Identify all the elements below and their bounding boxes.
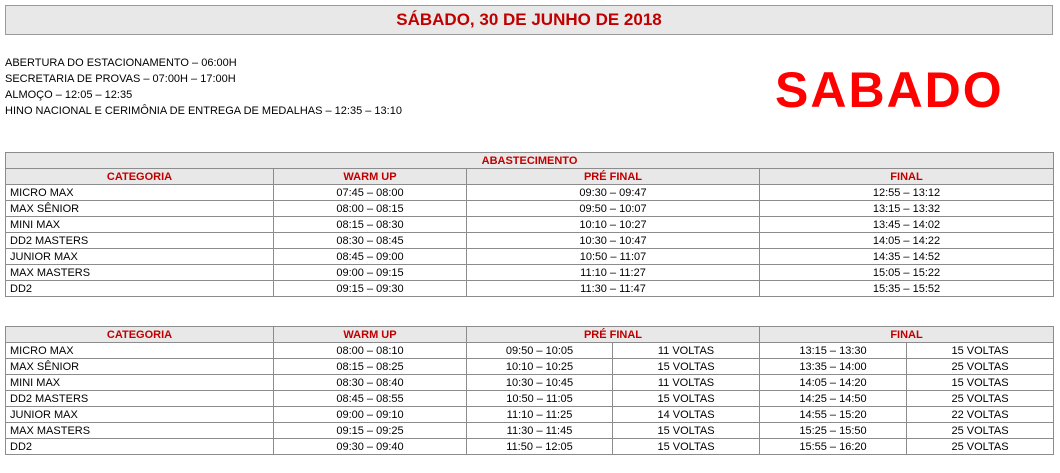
table-cell: 15 VOLTAS	[613, 439, 760, 455]
race-table	[5, 326, 1054, 455]
table-row	[6, 281, 1054, 297]
refuel-table	[5, 152, 1054, 297]
category-cell: MAX MASTERS	[6, 265, 274, 281]
category-cell: MAX SÊNIOR	[6, 359, 274, 375]
column-header: CATEGORIA	[6, 169, 274, 185]
table-row	[6, 359, 1054, 375]
category-cell: MAX MASTERS	[6, 423, 274, 439]
category-cell: DD2	[6, 281, 274, 297]
table-cell: 25 VOLTAS	[907, 359, 1054, 375]
table-cell: 15:05 – 15:22	[760, 265, 1054, 281]
table-cell: 11 VOLTAS	[613, 343, 760, 359]
table-cell: 09:30 – 09:47	[467, 185, 760, 201]
table-cell: 10:50 – 11:07	[467, 249, 760, 265]
column-header: FINAL	[760, 169, 1054, 185]
table-cell: 10:50 – 11:05	[467, 391, 613, 407]
category-cell: MICRO MAX	[6, 185, 274, 201]
table-cell: 14:25 – 14:50	[760, 391, 907, 407]
category-cell: JUNIOR MAX	[6, 249, 274, 265]
category-cell: JUNIOR MAX	[6, 407, 274, 423]
table-cell: 11:10 – 11:27	[467, 265, 760, 281]
table-row	[6, 439, 1054, 455]
category-cell: DD2	[6, 439, 274, 455]
table-cell: 09:50 – 10:07	[467, 201, 760, 217]
table-cell: 10:30 – 10:47	[467, 233, 760, 249]
column-header: FINAL	[760, 327, 1054, 343]
table-cell: 10:30 – 10:45	[467, 375, 613, 391]
table-cell: 08:30 – 08:40	[274, 375, 467, 391]
table-cell: 13:15 – 13:32	[760, 201, 1054, 217]
table-cell: 22 VOLTAS	[907, 407, 1054, 423]
table-cell: 09:15 – 09:25	[274, 423, 467, 439]
info-line: ALMOÇO – 12:05 – 12:35	[5, 89, 133, 101]
table-cell: 13:45 – 14:02	[760, 217, 1054, 233]
info-line: SECRETARIA DE PROVAS – 07:00H – 17:00H	[5, 73, 236, 85]
table-cell: 08:45 – 08:55	[274, 391, 467, 407]
table-cell: 14:05 – 14:20	[760, 375, 907, 391]
column-header: PRÉ FINAL	[467, 169, 760, 185]
table-cell: 08:15 – 08:25	[274, 359, 467, 375]
category-cell: DD2 MASTERS	[6, 391, 274, 407]
category-cell: MICRO MAX	[6, 343, 274, 359]
table-cell: 15:35 – 15:52	[760, 281, 1054, 297]
table-title: ABASTECIMENTO	[6, 153, 1054, 169]
table-cell: 15 VOLTAS	[613, 359, 760, 375]
category-cell: MINI MAX	[6, 375, 274, 391]
table-cell: 14:55 – 15:20	[760, 407, 907, 423]
race-table-body	[6, 343, 1054, 455]
table-cell: 08:15 – 08:30	[274, 217, 467, 233]
table-cell: 12:55 – 13:12	[760, 185, 1054, 201]
table-cell: 08:00 – 08:10	[274, 343, 467, 359]
table-cell: 13:15 – 13:30	[760, 343, 907, 359]
table-cell: 15 VOLTAS	[613, 391, 760, 407]
table-cell: 08:30 – 08:45	[274, 233, 467, 249]
info-line: HINO NACIONAL E CERIMÔNIA DE ENTREGA DE MEDALHAS – 12:35 – 13:10	[5, 105, 402, 117]
table-row	[6, 375, 1054, 391]
column-header: WARM UP	[274, 327, 467, 343]
table-row	[6, 201, 1054, 217]
day-label: SABADO	[775, 62, 1004, 118]
table-row	[6, 185, 1054, 201]
column-header: CATEGORIA	[6, 327, 274, 343]
table-cell: 15:25 – 15:50	[760, 423, 907, 439]
table-row	[6, 423, 1054, 439]
category-cell: MAX SÊNIOR	[6, 201, 274, 217]
table-cell: 07:45 – 08:00	[274, 185, 467, 201]
table-cell: 14:35 – 14:52	[760, 249, 1054, 265]
table-cell: 09:50 – 10:05	[467, 343, 613, 359]
table-cell: 11:30 – 11:45	[467, 423, 613, 439]
page-title: SÁBADO, 30 DE JUNHO DE 2018	[5, 5, 1053, 35]
table-cell: 15 VOLTAS	[907, 343, 1054, 359]
table-cell: 11:30 – 11:47	[467, 281, 760, 297]
table-cell: 09:30 – 09:40	[274, 439, 467, 455]
table-row	[6, 249, 1054, 265]
table-cell: 15 VOLTAS	[907, 375, 1054, 391]
category-cell: MINI MAX	[6, 217, 274, 233]
table-row	[6, 265, 1054, 281]
category-cell: DD2 MASTERS	[6, 233, 274, 249]
table-cell: 11:50 – 12:05	[467, 439, 613, 455]
table-cell: 09:15 – 09:30	[274, 281, 467, 297]
table-cell: 14 VOLTAS	[613, 407, 760, 423]
table-row	[6, 217, 1054, 233]
column-header: WARM UP	[274, 169, 467, 185]
info-line: ABERTURA DO ESTACIONAMENTO – 06:00H	[5, 57, 237, 69]
table-row	[6, 407, 1054, 423]
table-cell: 15 VOLTAS	[613, 423, 760, 439]
schedule-info	[5, 55, 402, 119]
table-cell: 10:10 – 10:25	[467, 359, 613, 375]
table-row	[6, 343, 1054, 359]
table-row	[6, 233, 1054, 249]
column-header: PRÉ FINAL	[467, 327, 760, 343]
table-cell: 25 VOLTAS	[907, 439, 1054, 455]
table-cell: 14:05 – 14:22	[760, 233, 1054, 249]
table-cell: 25 VOLTAS	[907, 391, 1054, 407]
table-cell: 11:10 – 11:25	[467, 407, 613, 423]
table-cell: 09:00 – 09:15	[274, 265, 467, 281]
table-row	[6, 391, 1054, 407]
refuel-table-body	[6, 185, 1054, 297]
table-cell: 15:55 – 16:20	[760, 439, 907, 455]
table-cell: 08:45 – 09:00	[274, 249, 467, 265]
table-cell: 08:00 – 08:15	[274, 201, 467, 217]
table-cell: 11 VOLTAS	[613, 375, 760, 391]
table-cell: 25 VOLTAS	[907, 423, 1054, 439]
table-cell: 09:00 – 09:10	[274, 407, 467, 423]
table-cell: 10:10 – 10:27	[467, 217, 760, 233]
table-cell: 13:35 – 14:00	[760, 359, 907, 375]
